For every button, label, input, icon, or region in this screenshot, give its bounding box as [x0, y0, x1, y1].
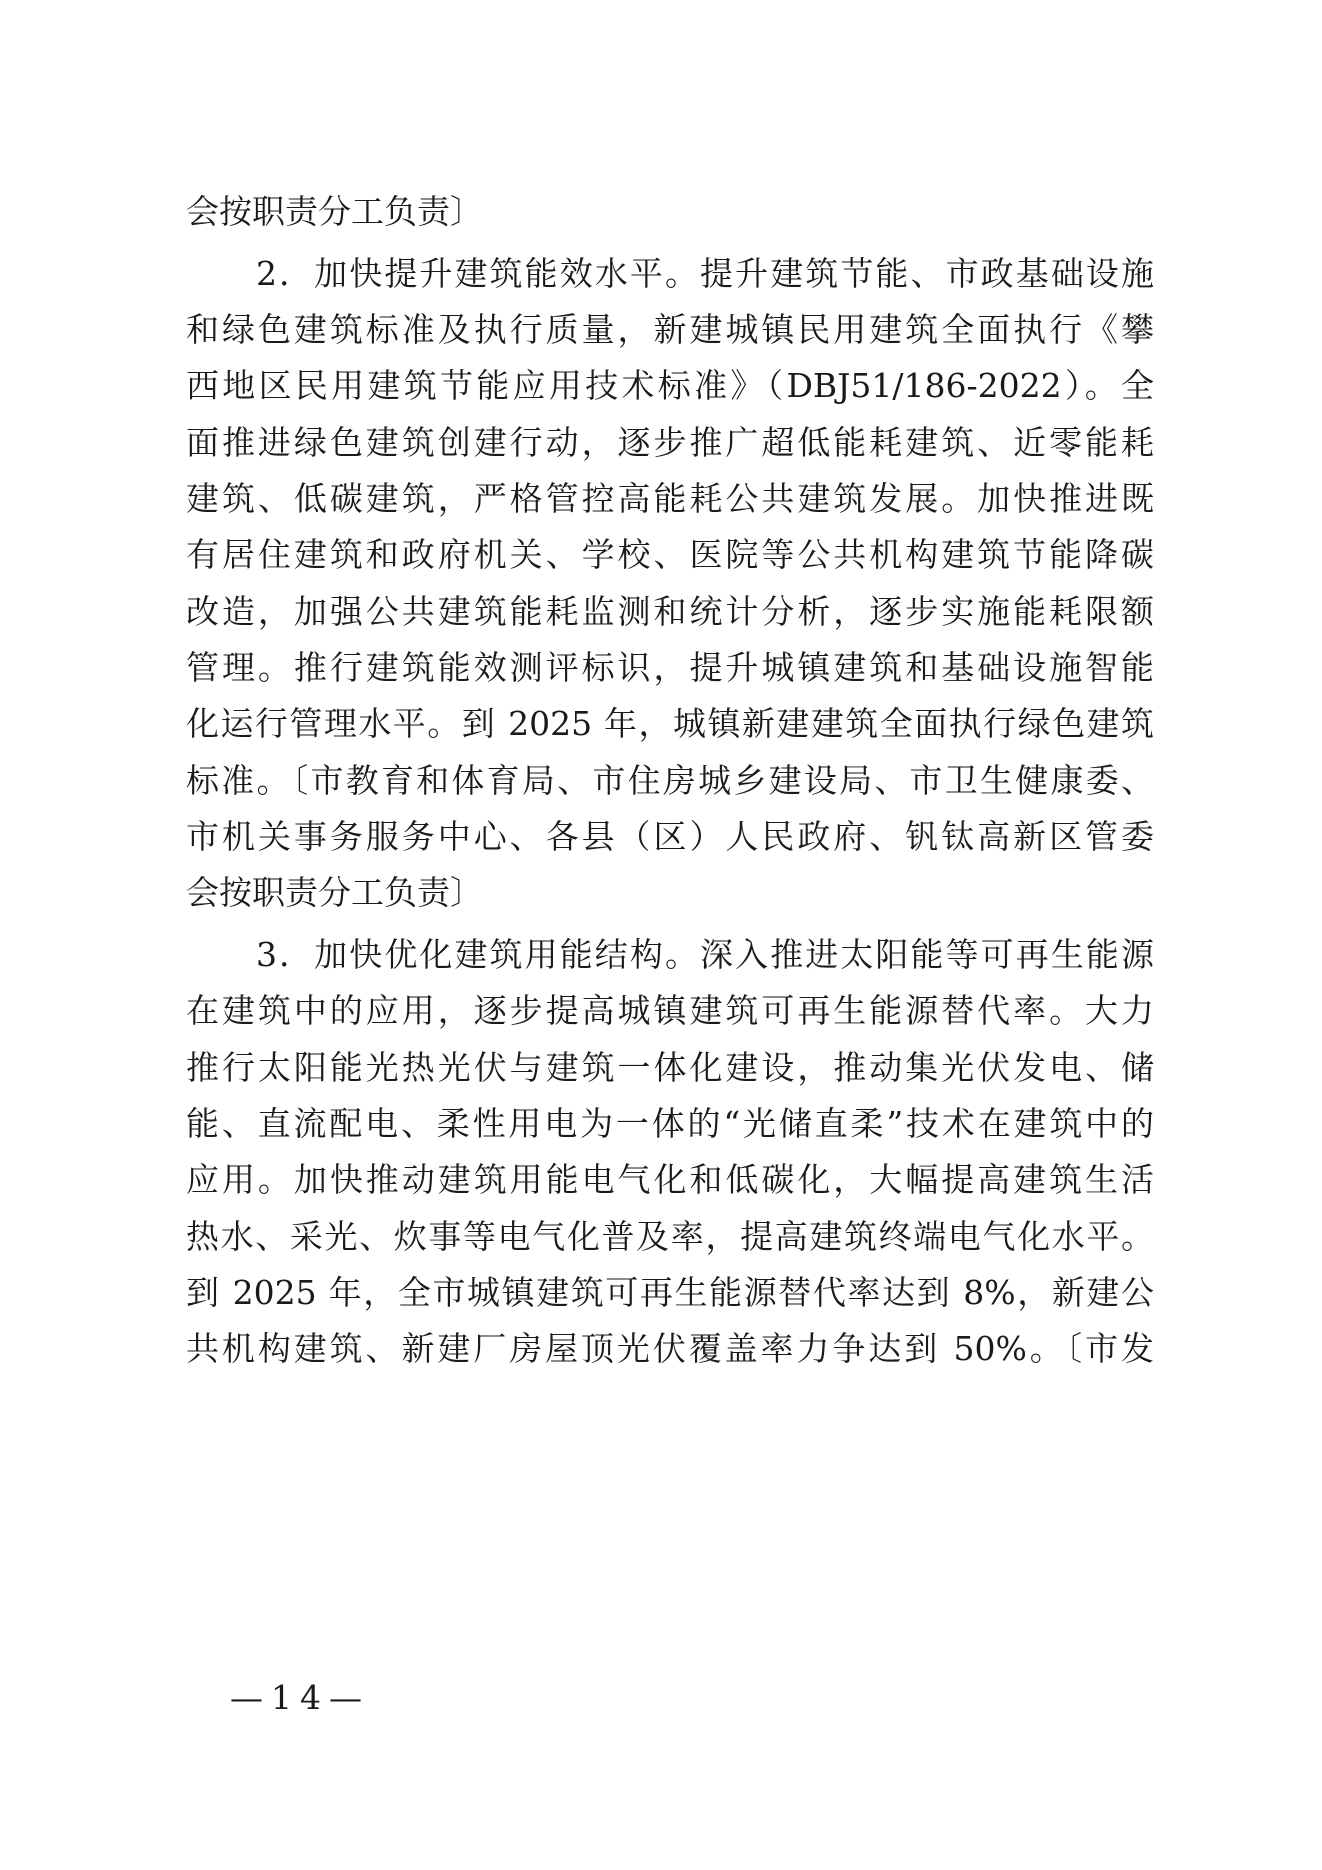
text-line-8: 改造，加强公共建筑能耗监测和统计分析，逐步实施能耗限额 [186, 592, 1154, 631]
text-line-15: 在建筑中的应用，逐步提高城镇建筑可再生能源替代率。大力 [186, 991, 1154, 1030]
text-line-12: 市机关事务服务中心、各县（区）人民政府、钒钛高新区管委 [186, 817, 1154, 856]
text-line-2: 2．加快提升建筑能效水平。提升建筑节能、市政基础设施 [256, 254, 1154, 293]
text-line-3: 和绿色建筑标准及执行质量，新建城镇民用建筑全面执行《攀 [186, 310, 1154, 349]
text-line-7: 有居住建筑和政府机关、学校、医院等公共机构建筑节能降碳 [186, 535, 1154, 574]
text-line-16: 推行太阳能光热光伏与建筑一体化建设，推动集光伏发电、储 [186, 1048, 1154, 1087]
text-line-6: 建筑、低碳建筑，严格管控高能耗公共建筑发展。加快推进既 [186, 479, 1154, 518]
text-line-21: 共机构建筑、新建厂房屋顶光伏覆盖率力争达到 50%。〔市发 [186, 1329, 1154, 1368]
text-line-5: 面推进绿色建筑创建行动，逐步推广超低能耗建筑、近零能耗 [186, 423, 1154, 462]
text-line-20: 到 2025 年，全市城镇建筑可再生能源替代率达到 8%，新建公 [186, 1273, 1154, 1312]
text-line-9: 管理。推行建筑能效测评标识，提升城镇建筑和基础设施智能 [186, 648, 1154, 687]
text-line-11: 标准。〔市教育和体育局、市住房城乡建设局、市卫生健康委、 [186, 761, 1154, 800]
page-number: —14— [230, 1678, 370, 1717]
text-line-14: 3．加快优化建筑用能结构。深入推进太阳能等可再生能源 [256, 935, 1154, 974]
text-line-10: 化运行管理水平。到 2025 年，城镇新建建筑全面执行绿色建筑 [186, 704, 1154, 743]
text-line-18: 应用。加快推动建筑用能电气化和低碳化，大幅提高建筑生活 [186, 1160, 1154, 1199]
text-line-17: 能、直流配电、柔性用电为一体的“光储直柔”技术在建筑中的 [186, 1104, 1154, 1143]
text-line-13: 会按职责分工负责〕 [186, 873, 483, 912]
text-line-4: 西地区民用建筑节能应用技术标准》（DBJ51/186-2022）。全 [186, 366, 1154, 405]
text-line-1: 会按职责分工负责〕 [186, 192, 483, 231]
text-line-19: 热水、采光、炊事等电气化普及率，提高建筑终端电气化水平。 [186, 1217, 1154, 1256]
